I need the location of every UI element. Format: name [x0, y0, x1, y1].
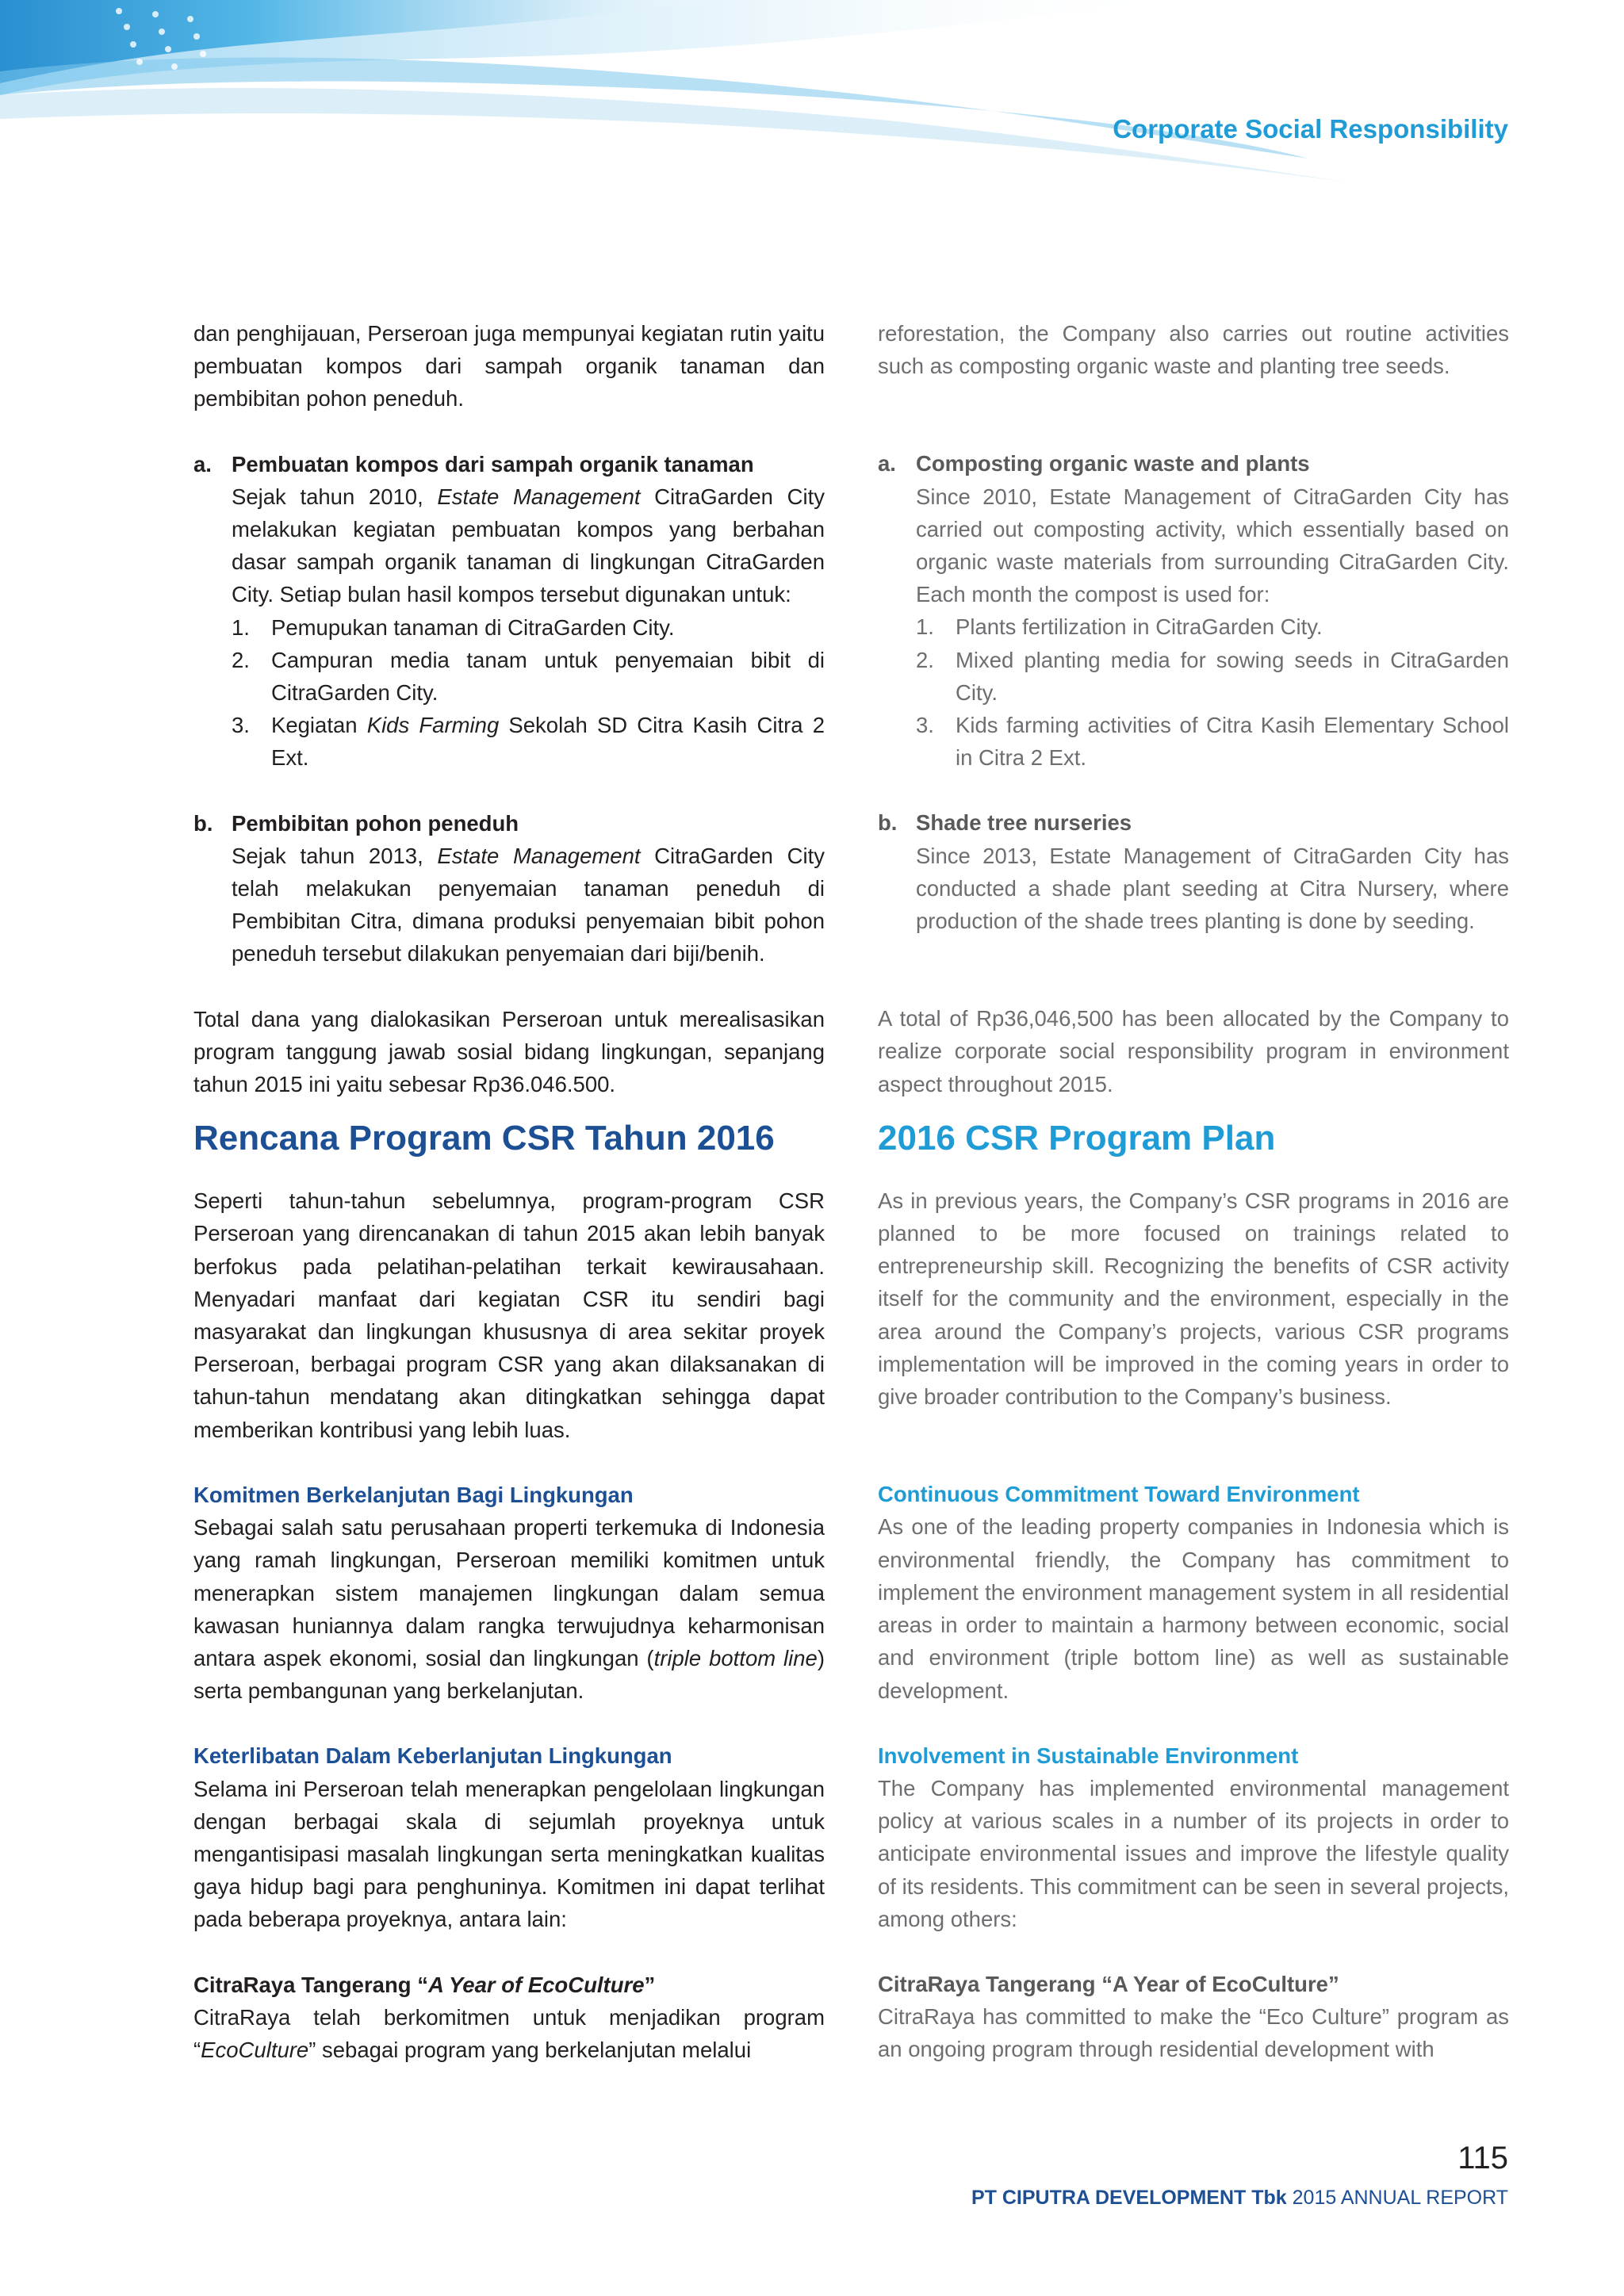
item-a — [193, 448, 825, 775]
section-title: Corporate Social Responsibility — [1113, 114, 1508, 144]
citraraya-paragraph: CitraRaya has committed to make the “Eco Culture” program as an ongoing program through residential development with — [878, 2004, 1509, 2062]
plan-paragraph: Seperti tahun-tahun sebelumnya, program-program CSR Perseroan yang direncanakan di tahun 2015 akan lebih banyak berfokus pada pelatihan-pelatihan terkait kewirausahaan. Menyadari manfaat dari kegiatan CSR itu sendiri bagi masyarakat dan lingkungan khususnya di area sekitar proyek Perseroan, berbagai program CSR yang akan dilaksanakan di tahun-tahun mendatang akan ditingkatkan sehingga dapat memberikan kontribusi yang lebih luas. — [193, 1188, 825, 1442]
commitment-paragraph: Sebagai salah satu perusahaan properti terkemuka di Indonesia yang ramah lingkungan, Perseroan memiliki komitmen untuk menerapkan sistem manajemen lingkungan dalam semua kawasan huniannya dalam rangka terwujudnya keharmonisan antara aspek ekonomi, sosial dan lingkungan (triple bottom line) serta pembangunan yang berkelanjutan. — [193, 1515, 825, 1704]
footer-report-title: PT CIPUTRA DEVELOPMENT Tbk 2015 ANNUAL REPORT — [971, 2187, 1508, 2209]
item-a-title: Pembuatan kompos dari sampah organik tanaman — [232, 451, 754, 476]
commitment-heading: Komitmen Berkelanjutan Bagi Lingkungan — [193, 1482, 634, 1507]
involvement-paragraph: The Company has implemented environmental management policy at various scales in a number of its projects in order to anticipate environmental issues and improve the lifestyle quality of its residents. This commitment can be seen in several projects, among others: — [878, 1775, 1509, 1931]
csr-plan-heading: Rencana Program CSR Tahun 2016 — [193, 1119, 775, 1158]
item-b-label: b. — [193, 810, 213, 836]
item-a-text: Since 2010, Estate Management of CitraGarden City has carried out composting activity, which essentially based on organic waste materials from surrounding CitraGarden City. Each month the compost is used for: — [916, 484, 1509, 607]
item-b — [193, 807, 825, 970]
commitment-heading: Continuous Commitment Toward Environment — [878, 1482, 1360, 1507]
commitment-paragraph: As one of the leading property companies in Indonesia which is environmental friendly, the Company has commitment to implement the environment management system in all residential areas in order to maintain a harmony between economic, social and environment (triple bottom line) as well as sustainable development. — [878, 1514, 1509, 1703]
right-column — [878, 317, 1509, 2066]
intro-paragraph: dan penghijauan, Perseroan juga mempunyai kegiatan rutin yaitu pembuatan kompos dari sampah organik tanaman dan pembibitan pohon peneduh. — [193, 321, 825, 411]
list-item: 2. Campuran media tanam untuk penyemaian bibit di CitraGarden City. — [232, 647, 825, 706]
list-item: 1. Pemupukan tanaman di CitraGarden City. — [232, 614, 675, 640]
item-a-title: Composting organic waste and plants — [916, 451, 1310, 476]
involvement-paragraph: Selama ini Perseroan telah menerapkan pengelolaan lingkungan dengan berbagai skala di sejumlah proyeknya untuk mengantisipasi masalah lingkungan serta meningkatkan kualitas gaya hidup bagi para penghuninya. Komitmen ini dapat terlihat pada beberapa proyeknya, antara lain: — [193, 1776, 825, 1932]
citraraya-heading: CitraRaya Tangerang “A Year of EcoCulture” — [193, 1972, 656, 1997]
item-b — [878, 806, 1509, 937]
item-a-text: Sejak tahun 2010, Estate Management CitraGarden City melakukan kegiatan pembuatan kompos yang berbahan dasar sampah organik tanaman di lingkungan CitraGarden City. Setiap bulan hasil kompos tersebut digunakan untuk: — [232, 484, 825, 607]
list-item: 1. Plants fertilization in CitraGarden City. — [916, 614, 1323, 640]
item-b-text: Sejak tahun 2013, Estate Management CitraGarden City telah melakukan penyemaian tanaman peneduh di Pembibitan Citra, dimana produksi penyemaian bibit pohon peneduh tersebut dilakukan penyemaian dari biji/benih. — [232, 843, 825, 966]
item-a-label: a. — [193, 451, 212, 476]
item-a-list — [232, 611, 825, 775]
plan-paragraph: As in previous years, the Company’s CSR programs in 2016 are planned to be more focused on trainings related to entrepreneurship skill. Recognizing the benefits of CSR activity itself for the community and the environment, especially in the area around the Company’s projects, various CSR programs implementation will be improved in the coming years in order to give broader contribution to the Company’s business. — [878, 1188, 1509, 1410]
total-paragraph: A total of Rp36,046,500 has been allocated by the Company to realize corporate social responsibility program in environment aspect throughout 2015. — [878, 1006, 1509, 1096]
citraraya-paragraph: CitraRaya telah berkomitmen untuk menjadikan program “EcoCulture” sebagai program yang berkelanjutan melalui — [193, 2004, 825, 2062]
item-b-label: b. — [878, 810, 898, 836]
list-item: 3. Kids farming activities of Citra Kasih Elementary School in Citra 2 Ext. — [916, 713, 1509, 771]
item-a-label: a. — [878, 451, 896, 476]
item-b-text: Since 2013, Estate Management of CitraGarden City has conducted a shade plant seeding at Citra Nursery, where production of the shade trees planting is done by seeding. — [916, 843, 1509, 934]
csr-plan-heading: 2016 CSR Program Plan — [878, 1118, 1276, 1158]
involvement-heading: Involvement in Sustainable Environment — [878, 1743, 1299, 1768]
involvement-heading: Keterlibatan Dalam Keberlanjutan Lingkungan — [193, 1743, 672, 1769]
intro-paragraph: reforestation, the Company also carries out routine activities such as composting organic waste and planting tree seeds. — [878, 321, 1509, 379]
total-paragraph: Total dana yang dialokasikan Perseroan untuk merealisasikan program tanggung jawab sosial bidang lingkungan, sepanjang tahun 2015 ini yaitu sebesar Rp36.046.500. — [193, 1006, 825, 1097]
citraraya-heading: CitraRaya Tangerang “A Year of EcoCulture” — [878, 1971, 1339, 1996]
list-item: 2. Mixed planting media for sowing seeds in CitraGarden City. — [916, 647, 1509, 705]
item-b-title: Shade tree nurseries — [916, 810, 1132, 836]
left-column — [193, 317, 825, 2066]
page-number: 115 — [1457, 2141, 1508, 2175]
list-item: 3. Kegiatan Kids Farming Sekolah SD Citra Kasih Citra 2 Ext. — [232, 713, 825, 771]
item-a-list — [916, 610, 1509, 774]
item-b-title: Pembibitan pohon peneduh — [232, 810, 519, 836]
item-a — [878, 447, 1509, 774]
